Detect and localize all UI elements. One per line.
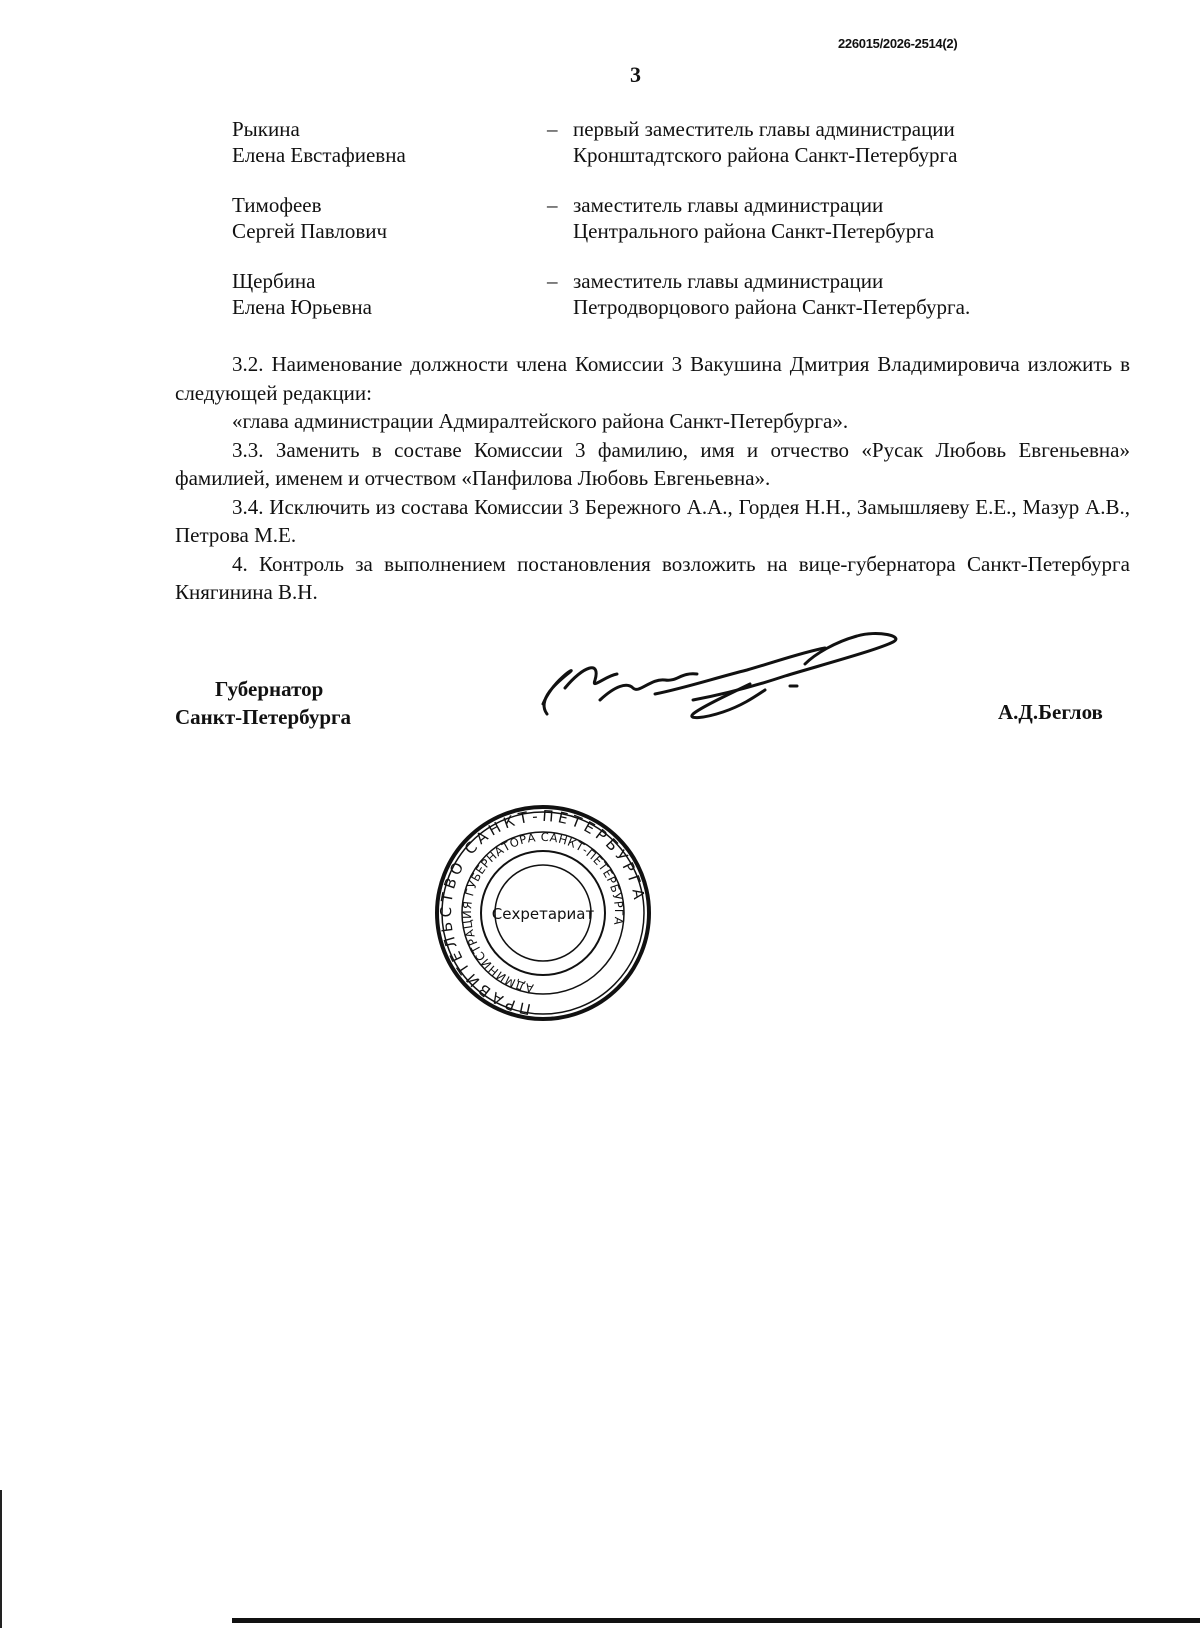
member-dash: – — [547, 269, 558, 293]
member-given-names: Елена Юрьевна — [232, 295, 372, 319]
member-surname: Тимофеев — [232, 193, 322, 217]
member-position-line2: Кронштадтского района Санкт-Петербурга — [573, 143, 958, 167]
member-position-line1: первый заместитель главы администрации — [573, 117, 955, 141]
member-given-names: Сергей Павлович — [232, 219, 388, 243]
paragraph-3-4: 3.4. Исключить из состава Комиссии 3 Бережного А.А., Гордея Н.Н., Замышляеву Е.Е., Мазур А.В., Петрова М.Е. — [175, 494, 1130, 547]
bottom-edge-bar — [232, 1618, 1200, 1623]
left-edge-mark — [0, 1490, 2, 1628]
signer-name: А.Д.Беглов — [998, 700, 1103, 724]
handwritten-signature — [525, 628, 905, 723]
member-list — [232, 116, 1092, 344]
member-position — [573, 192, 1073, 244]
seal-inner-text: АДМИНИСТРАЦИЯ ГУБЕРНАТОРА САНКТ-ПЕТЕРБУРГА — [459, 829, 627, 996]
member-position-line1: заместитель главы администрации — [573, 193, 884, 217]
member-position-line2: Центрального района Санкт-Петербурга — [573, 219, 935, 243]
signature-title-line1: Губернатор — [215, 677, 324, 701]
paragraph-3-2-quote: «глава администрации Адмиралтейского района Санкт-Петербурга». — [232, 409, 849, 433]
member-position — [573, 268, 1073, 320]
doc-number: 226015/2026-2514(2) — [838, 36, 958, 51]
paragraph-3-3: 3.3. Заменить в составе Комиссии 3 фамилию, имя и отчество «Русак Любовь Евгеньевна» фамилией, именем и отчеством «Панфилова Любовь Евгеньевна». — [175, 437, 1130, 490]
member-dash: – — [547, 193, 558, 217]
member-position-line1: заместитель главы администрации — [573, 269, 884, 293]
paragraph-3-2: 3.2. Наименование должности члена Комиссии 3 Вакушина Дмитрия Владимировича изложить в следующей редакции: — [175, 352, 1130, 405]
signature-title — [175, 675, 351, 731]
member-row — [232, 268, 1092, 320]
member-name — [232, 116, 547, 168]
seal-outer-text: ПРАВИТЕЛЬСТВО САНКТ-ПЕТЕРБУРГА — [436, 806, 649, 1019]
official-seal — [435, 805, 651, 1021]
member-surname: Рыкина — [232, 117, 300, 141]
seal-center-text: Сехретариат — [491, 905, 595, 923]
member-row — [232, 192, 1092, 244]
signature-title-line2: Санкт-Петербурга — [175, 705, 352, 729]
member-row — [232, 116, 1092, 168]
member-dash: – — [547, 117, 558, 141]
member-surname: Щербина — [232, 269, 316, 293]
member-name — [232, 192, 547, 244]
member-name — [232, 268, 547, 320]
paragraph-4: 4. Контроль за выполнением постановления возложить на вице-губернатора Санкт-Петербурга Княгинина В.Н. — [175, 551, 1130, 604]
page-number: 3 — [630, 62, 641, 87]
member-given-names: Елена Евстафиевна — [232, 143, 406, 167]
member-position — [573, 116, 1073, 168]
body-text — [175, 350, 1130, 607]
member-position-line2: Петродворцового района Санкт-Петербурга. — [573, 295, 971, 319]
